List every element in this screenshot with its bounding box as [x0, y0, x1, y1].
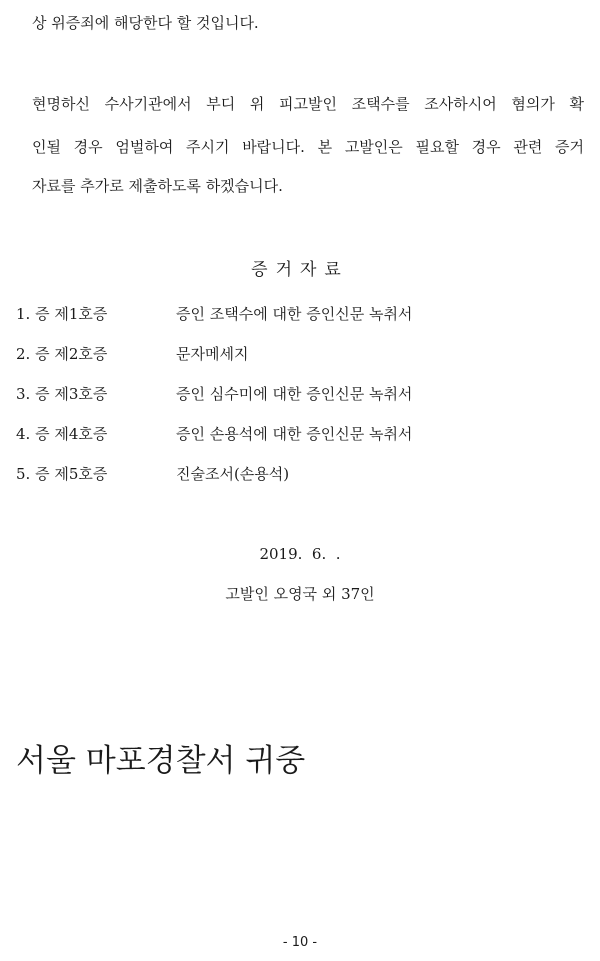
evidence-label: 3. 증 제3호증: [16, 385, 108, 403]
filing-date: 2019. 6. .: [259, 545, 341, 563]
signer: 고발인 오영국 외 37인: [225, 585, 375, 603]
paragraph-line-2: 인될 경우 엄벌하여 주시기 바랍니다. 본 고발인은 필요할 경우 관련 증거: [32, 138, 584, 156]
evidence-description: 증인 손용석에 대한 증인신문 녹취서: [176, 425, 413, 443]
addressee: 서울 마포경찰서 귀중: [16, 743, 306, 779]
evidence-label: 2. 증 제2호증: [16, 345, 108, 363]
evidence-heading: 증거자료: [251, 260, 349, 280]
evidence-description: 증인 심수미에 대한 증인신문 녹취서: [176, 385, 413, 403]
evidence-label: 4. 증 제4호증: [16, 425, 108, 443]
paragraph-line-1: 현명하신 수사기관에서 부디 위 피고발인 조택수를 조사하시어 혐의가 확: [32, 95, 584, 113]
evidence-label: 1. 증 제1호증: [16, 305, 108, 323]
evidence-description: 문자메세지: [176, 345, 249, 363]
paragraph-line-3: 자료를 추가로 제출하도록 하겠습니다.: [32, 177, 283, 195]
evidence-description: 진술조서(손용석): [176, 465, 290, 483]
evidence-label: 5. 증 제5호증: [16, 465, 108, 483]
body-line-1: 상 위증죄에 해당한다 할 것입니다.: [32, 14, 259, 32]
page-number: - 10 -: [282, 935, 318, 950]
evidence-description: 증인 조택수에 대한 증인신문 녹취서: [176, 305, 413, 323]
